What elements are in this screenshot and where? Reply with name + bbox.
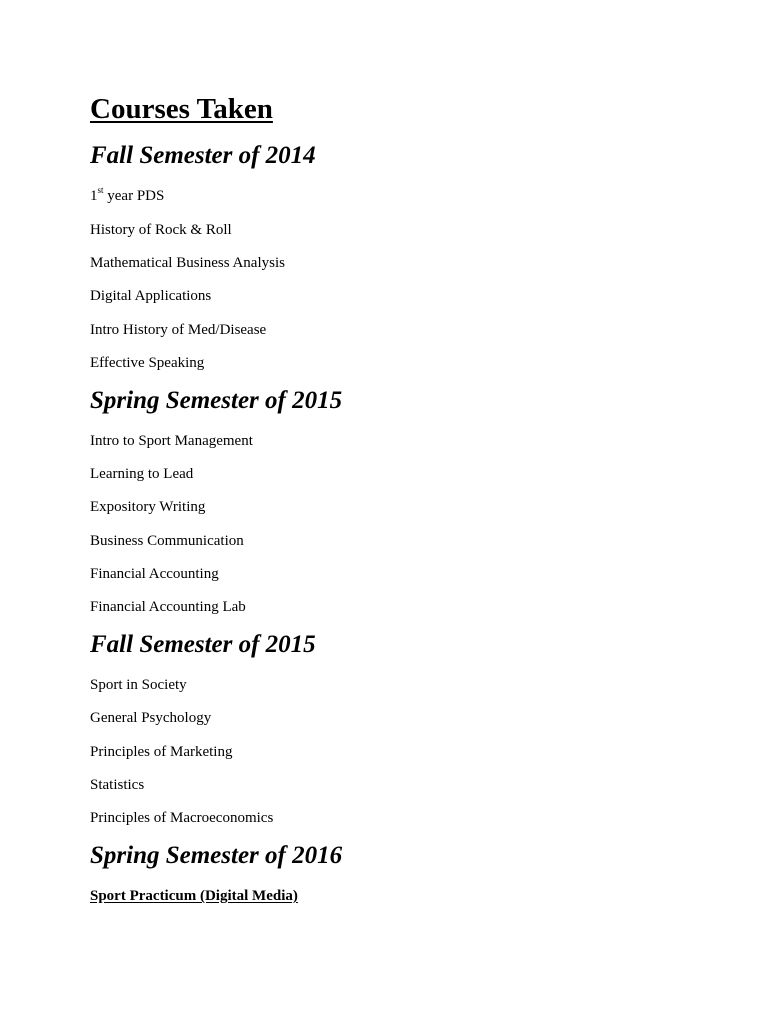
course-item: General Psychology: [90, 710, 212, 726]
course-item: History of Rock & Roll: [90, 222, 232, 238]
course-item: Principles of Macroeconomics: [90, 810, 274, 826]
course-item: Sport in Society: [90, 677, 187, 693]
course-item: Financial Accounting: [90, 566, 219, 582]
course-item: Principles of Marketing: [90, 744, 233, 760]
semester-heading: Spring Semester of 2016: [90, 842, 343, 869]
course-item: Statistics: [90, 777, 145, 793]
page-title: Courses Taken: [90, 93, 273, 125]
course-ordinal: 1: [90, 188, 98, 204]
semester-heading: Fall Semester of 2014: [90, 142, 316, 169]
course-item: Mathematical Business Analysis: [90, 255, 285, 271]
course-item: Financial Accounting Lab: [90, 599, 246, 615]
course-item: Effective Speaking: [90, 355, 205, 371]
course-item: Expository Writing: [90, 499, 206, 515]
semester-heading: Fall Semester of 2015: [90, 631, 316, 658]
course-item: [90, 186, 164, 206]
course-item: Sport Practicum (Digital Media): [90, 888, 298, 904]
course-item: Intro History of Med/Disease: [90, 322, 267, 338]
course-item: Digital Applications: [90, 288, 212, 304]
course-ordinal-suffix: st: [97, 185, 104, 195]
course-item: Intro to Sport Management: [90, 433, 253, 449]
course-item: Learning to Lead: [90, 466, 194, 482]
course-name: year PDS: [103, 188, 165, 204]
course-item: Business Communication: [90, 533, 244, 549]
semester-heading: Spring Semester of 2015: [90, 387, 343, 414]
